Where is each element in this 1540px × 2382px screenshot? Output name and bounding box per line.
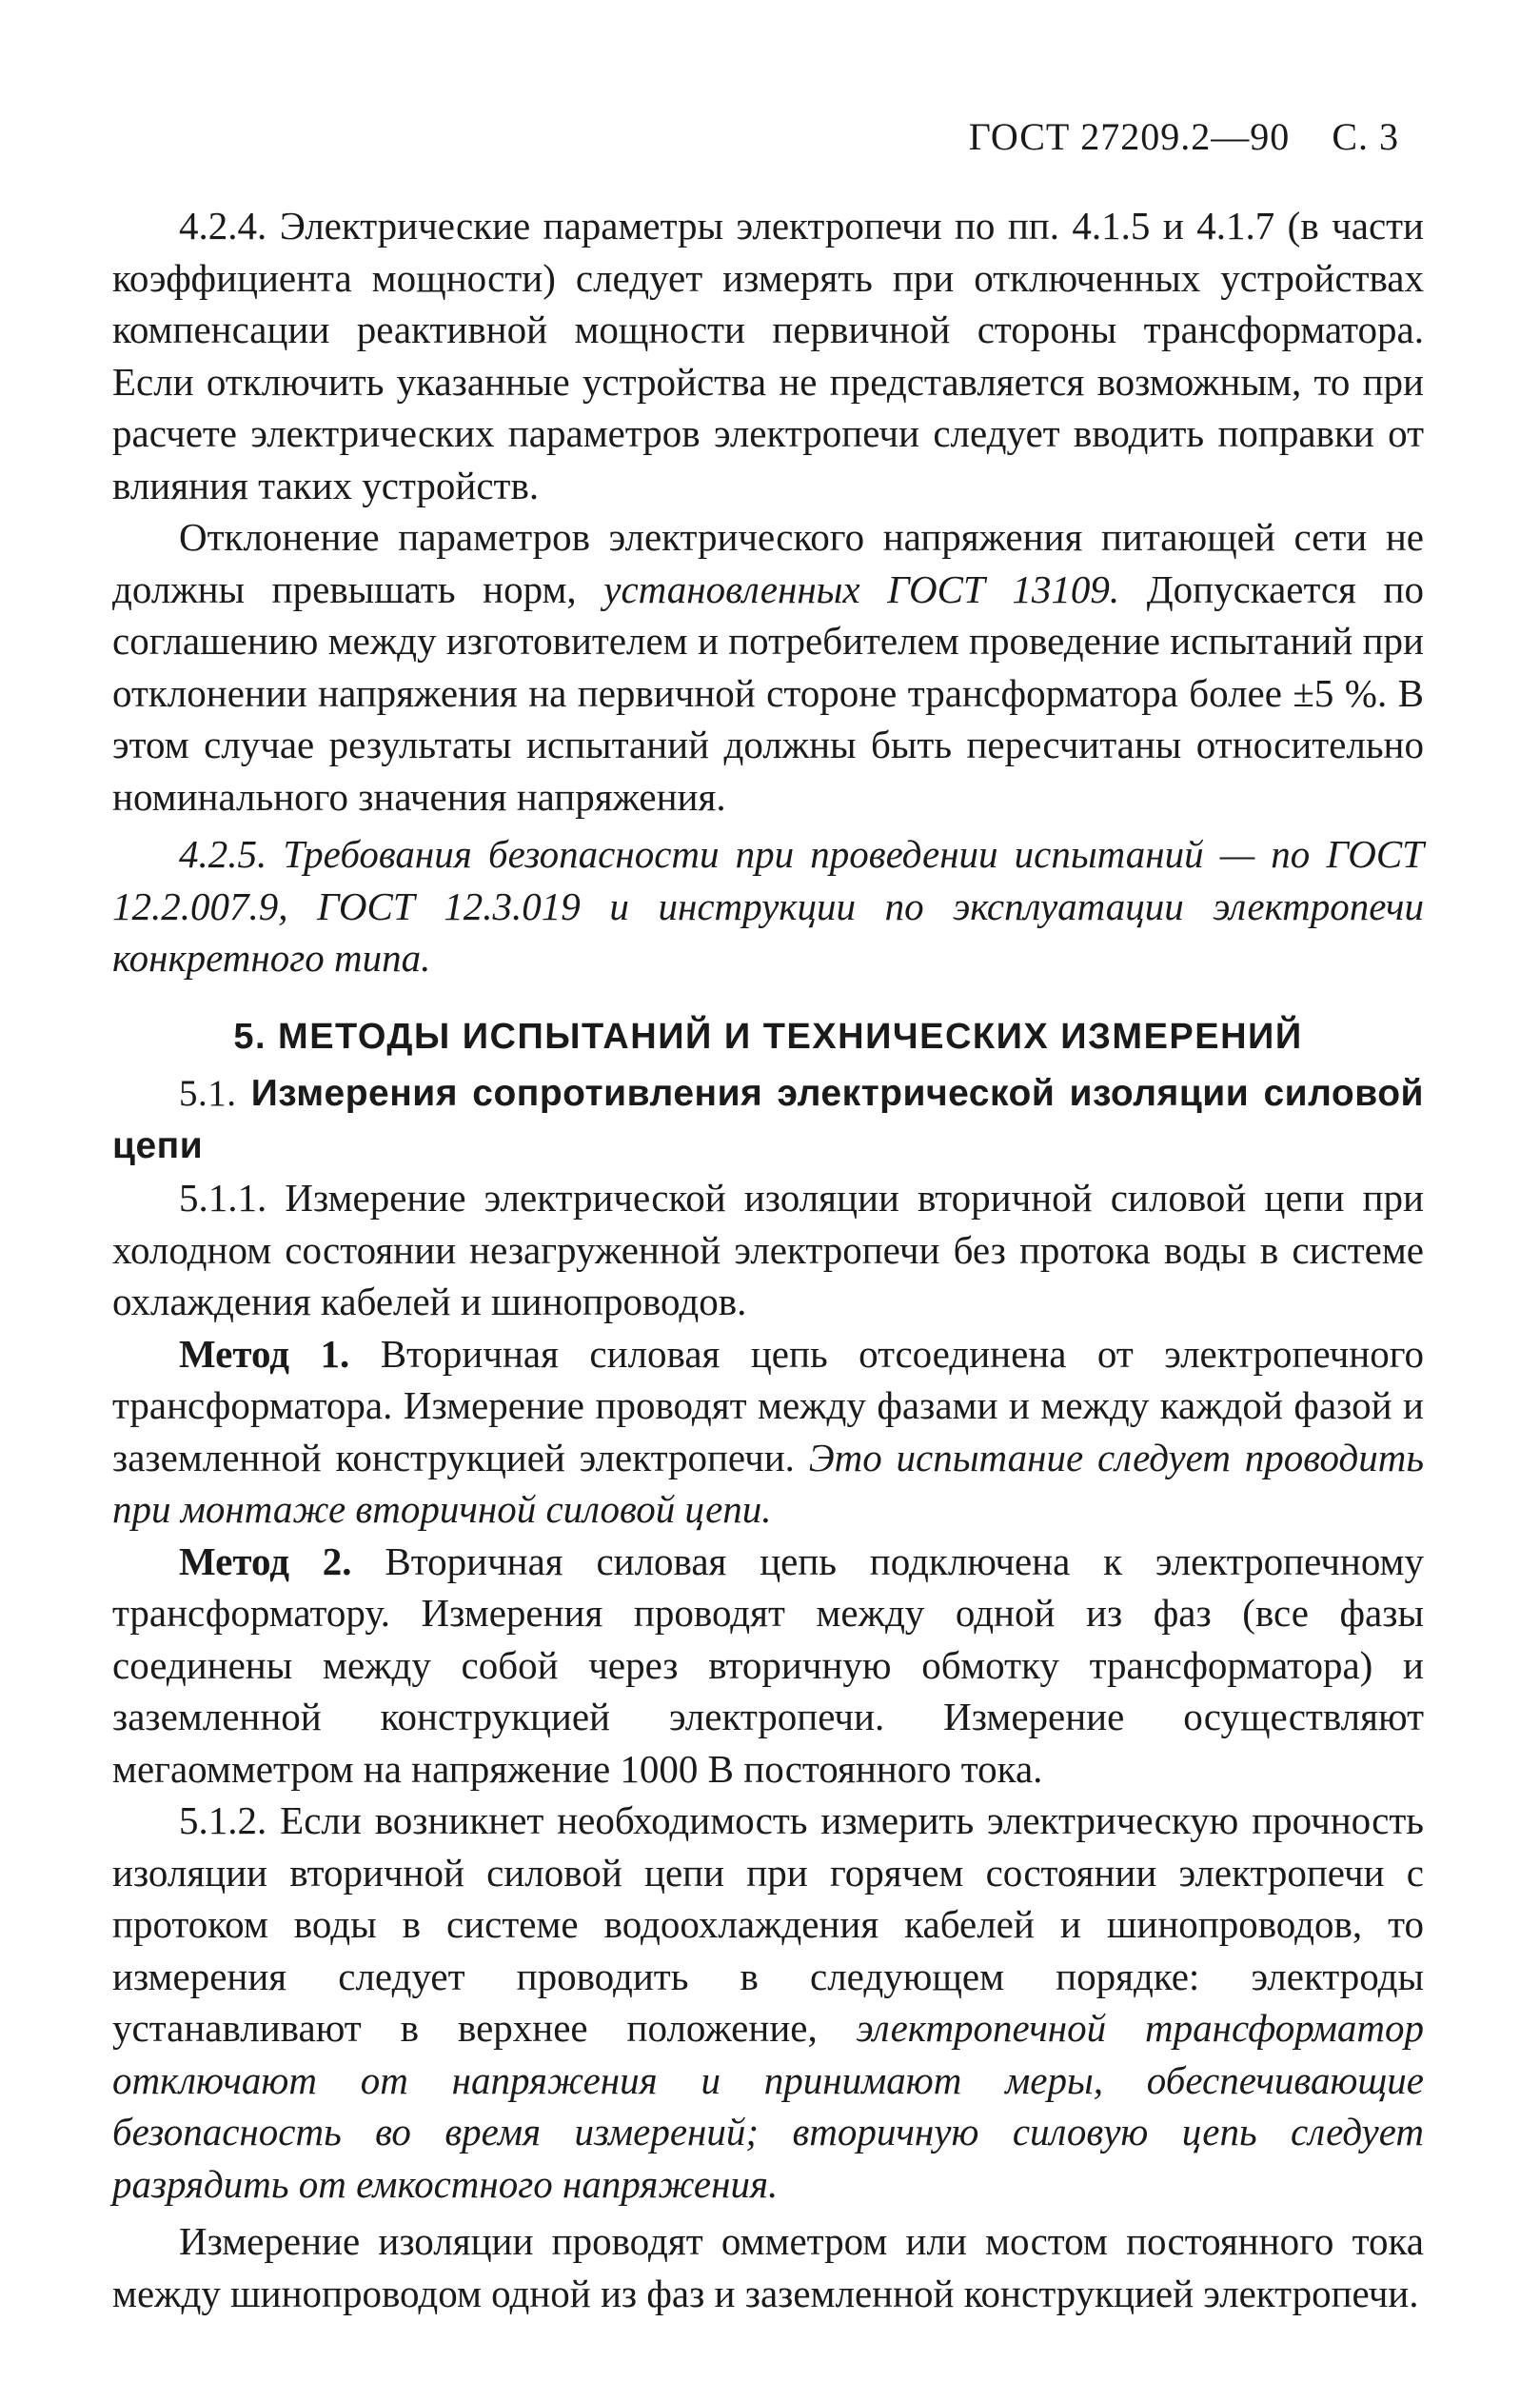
method-1-note: Это испытание следует проводить при монтаже вторичной силовой цепи. <box>112 1435 1424 1531</box>
method-1-label: Метод 1. <box>179 1331 350 1376</box>
page-number: С. 3 <box>1332 115 1399 158</box>
paragraph-4-2-5: 4.2.5. Требования безопасности при проведении испытаний — по ГОСТ 12.2.007.9, ГОСТ 12.3.019 и инструкции по эксплуатации электропечи конкретного типа. <box>112 832 1424 980</box>
paragraph-insulation-measurement: Измерение изоляции проводят омметром или мостом постоянного тока между шинопроводом одной из фаз и заземленной конструкцией электропечи. <box>112 2219 1424 2315</box>
deviation-reference: установленных ГОСТ 13109. <box>603 566 1120 611</box>
paragraph-5-1-2 <box>112 1795 1424 2210</box>
standard-number: ГОСТ 27209.2—90 <box>968 115 1291 158</box>
deviation-text-a: Отклонение параметров электрического напряжения питающей сети не должны превышать норм, <box>112 515 1424 611</box>
paragraph-voltage-deviation <box>112 511 1424 823</box>
deviation-text-b: Допускается по соглашению между изготовителем и потребителем проведение испытаний при отклонении напряжения на первичной стороне трансформатора более ±5 %. В этом случае результаты испытаний должны быть пересчитаны относительно номинального значения напряжения. <box>112 566 1424 819</box>
paragraph-5-1-2-italic: электропечной трансформатор отключают от напряжения и принимают меры, обеспечивающие безопасность во время измерений; вторичную силовую цепь следует разрядить от емкостного напряжения. <box>112 2006 1424 2206</box>
method-2-text: Вторичная силовая цепь подключена к электропечному трансформатору. Измерения проводят между одной из фаз (все фазы соединены между собой через вторичную обмотку трансформатора) и заземленной конструкцией электропечи. Измерение осуществляют мегаомметром на напряжение 1000 В постоянного тока. <box>112 1538 1424 1791</box>
paragraph-5-1-1: 5.1.1. Измерение электрической изоляции вторичной силовой цепи при холодном состоянии незагруженной электропечи без протока воды в системе охлаждения кабелей и шинопроводов. <box>112 1176 1424 1323</box>
section-5-title: 5. МЕТОДЫ ИСПЫТАНИЙ И ТЕХНИЧЕСКИХ ИЗМЕРЕНИЙ <box>233 1016 1303 1057</box>
method-1-text: Вторичная силовая цепь отсоединена от электропечного трансформатора. Измерение проводят между фазами и между каждой фазой и заземленной конструкцией электропечи. <box>112 1331 1425 1479</box>
subsection-5-1-title <box>112 1068 1424 1172</box>
page-content <box>112 200 1424 2319</box>
paragraph-method-1 <box>112 1328 1424 1536</box>
paragraph-5-1-2-text: 5.1.2. Если возникнет необходимость измерить электрическую прочность изоляции вторичной силовой цепи при горячем состоянии электропечи с протоком воды в системе водоохлаждения кабелей и шинопроводов, то измерения следует проводить в следующем порядке: электроды устанавливают в верхнее положение, <box>112 1798 1424 2050</box>
paragraph-4-2-4: 4.2.4. Электрические параметры электропечи по пп. 4.1.5 и 4.1.7 (в части коэффициента мощности) следует измерять при отключенных устройствах компенсации реактивной мощности первичной стороны трансформатора. Если отключить указанные устройства не представляется возможным, то при расчете электрических параметров электропечи следует вводить поправки от влияния таких устройств. <box>112 204 1424 507</box>
page-header <box>969 114 1399 159</box>
method-2-label: Метод 2. <box>179 1538 352 1583</box>
subsection-5-1-number: 5.1. <box>179 1073 237 1114</box>
paragraph-method-2 <box>112 1536 1424 1796</box>
subsection-5-1-text: Измерения сопротивления электрической изоляции силовой цепи <box>112 1073 1424 1166</box>
